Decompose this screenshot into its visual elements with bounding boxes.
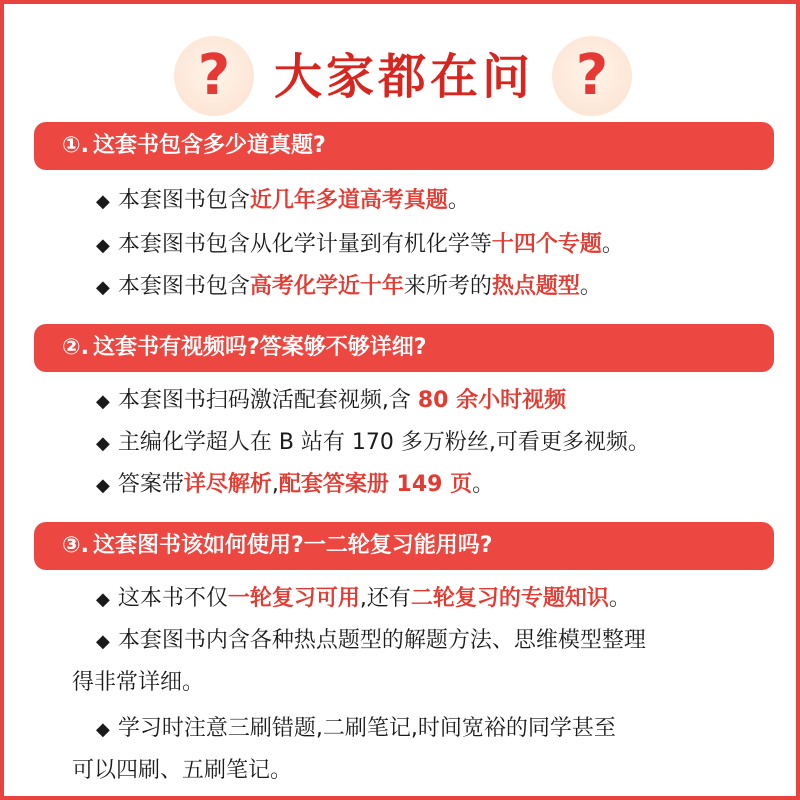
- text: 。: [579, 274, 602, 299]
- highlight-text: 一轮复习可用: [227, 586, 360, 611]
- header: [4, 24, 796, 116]
- diamond-bullet-icon: ◆: [96, 277, 110, 298]
- section-1-question-bar: [34, 122, 774, 170]
- page-title: 大家都在问: [273, 49, 534, 105]
- highlight-text: 二轮复习的专题知识: [410, 586, 609, 611]
- section-3-question: 这套图书该如何使用?一二轮复习能用吗?: [92, 533, 493, 558]
- section-3-number: ③.: [62, 533, 89, 558]
- text: 。: [447, 188, 470, 213]
- section-1-question: 这套书包含多少道真题?: [92, 133, 326, 158]
- section-2-question-bar: [34, 324, 774, 372]
- highlight-text: 80 余小时视频: [417, 388, 567, 413]
- section-3-item-3-continued: [72, 756, 762, 786]
- text: ,还有: [359, 586, 411, 611]
- section-3-item-2: [96, 626, 786, 657]
- text: 来所考的: [403, 274, 492, 299]
- diamond-bullet-icon: ◆: [96, 433, 110, 454]
- highlight-text: 高考化学近十年: [249, 274, 404, 299]
- text: 。: [601, 232, 624, 257]
- diamond-bullet-icon: ◆: [96, 589, 110, 610]
- question-mark-icon-right: ?: [552, 36, 632, 116]
- text: 本套图书包含从化学计量到有机化学等: [117, 232, 492, 257]
- section-2-item-3: [96, 470, 786, 501]
- text: 本套图书扫码激活配套视频,含: [117, 388, 418, 413]
- diamond-bullet-icon: ◆: [96, 719, 110, 740]
- text: 。: [472, 472, 495, 497]
- diamond-bullet-icon: ◆: [96, 191, 110, 212]
- section-3-item-2-continued: [72, 668, 762, 698]
- highlight-text: 十四个专题: [491, 232, 602, 257]
- text: 本套图书内含各种热点题型的解题方法、思维模型整理: [117, 628, 646, 653]
- diamond-bullet-icon: ◆: [96, 631, 110, 652]
- text: 。: [608, 586, 631, 611]
- section-3-question-bar: [34, 522, 774, 570]
- diamond-bullet-icon: ◆: [96, 475, 110, 496]
- section-1-number: ①.: [62, 133, 89, 158]
- diamond-bullet-icon: ◆: [96, 235, 110, 256]
- text: ,: [271, 472, 279, 497]
- section-2-question: 这套书有视频吗?答案够不够详细?: [92, 335, 427, 360]
- text: 学习时注意三刷错题,二刷笔记,时间宽裕的同学甚至: [117, 716, 616, 741]
- text: 可以四刷、五刷笔记。: [72, 758, 293, 783]
- text: 主编化学超人在 B 站有 170 多万粉丝,可看更多视频。: [117, 430, 650, 455]
- highlight-text: 热点题型: [491, 274, 580, 299]
- diamond-bullet-icon: ◆: [96, 391, 110, 412]
- section-1-item-3: [96, 272, 786, 303]
- section-1-item-1: [96, 186, 786, 217]
- section-2-item-2: [96, 428, 786, 459]
- section-1-item-2: [96, 230, 786, 261]
- section-3-item-3: [96, 714, 786, 745]
- highlight-text: 配套答案册 149 页: [278, 472, 473, 497]
- highlight-text: 近几年多道高考真题: [249, 188, 448, 213]
- text: 本套图书包含: [117, 188, 250, 213]
- highlight-text: 详尽解析: [183, 472, 272, 497]
- text: 本套图书包含: [117, 274, 250, 299]
- text: 这本书不仅: [117, 586, 228, 611]
- section-2-number: ②.: [62, 335, 89, 360]
- section-2-item-1: [96, 386, 786, 417]
- text: 得非常详细。: [72, 670, 205, 695]
- section-3-item-1: [96, 584, 786, 615]
- text: 答案带: [117, 472, 184, 497]
- question-mark-icon-left: ?: [174, 36, 254, 116]
